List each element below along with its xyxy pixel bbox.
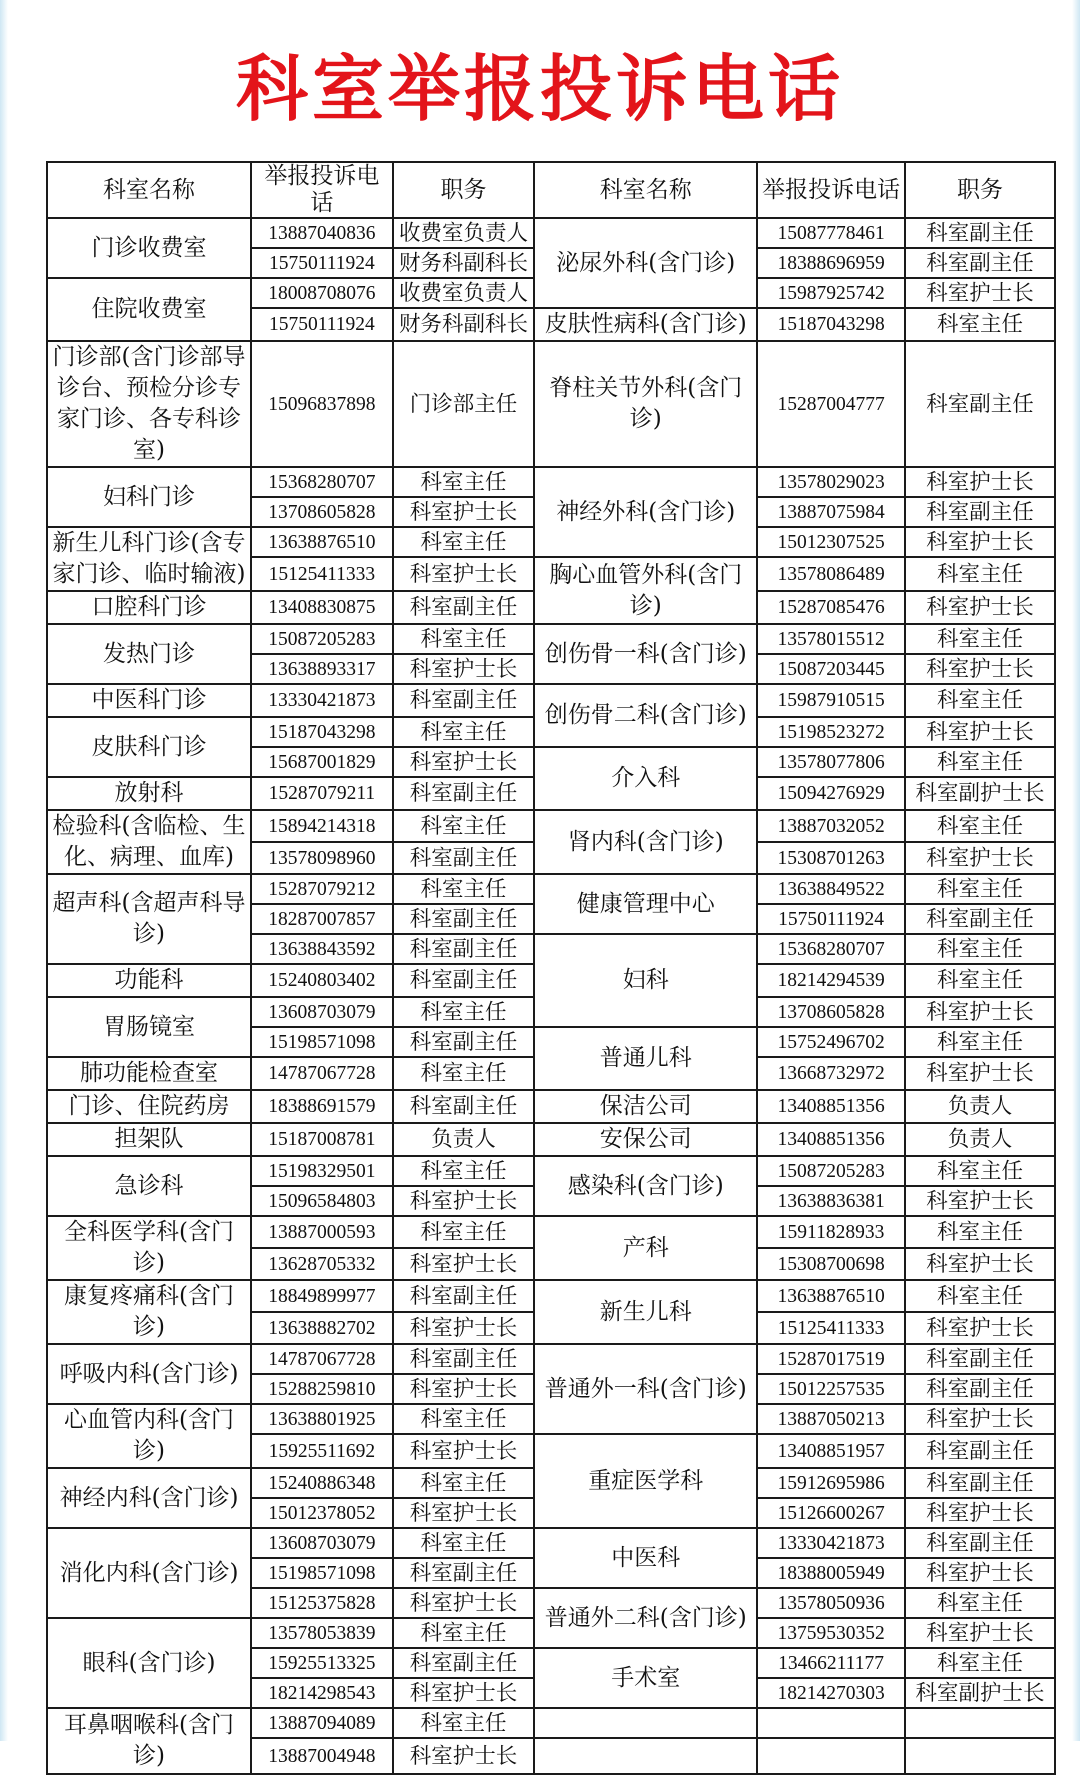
position-title: 科室护士长 [905,1618,1055,1648]
complaint-phone: 15687001829 [251,747,393,777]
position-title: 科室护士长 [905,278,1055,308]
department-name: 肾内科(含门诊) [534,810,757,874]
table-row [47,1708,1055,1738]
department-name: 住院收费室 [47,278,251,341]
position-title: 科室主任 [393,1404,535,1434]
department-name: 中医科 [534,1528,757,1588]
position-title: 科室副主任 [905,904,1055,934]
position-title: 收费室负责人 [393,218,535,248]
column-header: 科室名称 [534,162,757,218]
complaint-phone: 15187008781 [251,1123,393,1156]
complaint-phone: 13638836381 [757,1186,905,1216]
department-name: 新生儿科 [534,1280,757,1344]
position-title: 科室副主任 [393,904,535,934]
complaint-phone: 13578029023 [757,467,905,497]
position-title: 科室副主任 [393,1280,535,1312]
complaint-phone: 15287079212 [251,874,393,904]
position-title: 科室护士长 [393,557,535,591]
department-name: 检验科(含临检、生化、病理、血库) [47,810,251,874]
position-title: 门诊部主任 [393,341,535,467]
complaint-phone: 13578077806 [757,747,905,777]
complaint-phone: 15125411333 [757,1312,905,1344]
complaint-phone: 15125411333 [251,557,393,591]
position-title: 负责人 [393,1123,535,1156]
complaint-phone: 13466211177 [757,1648,905,1678]
complaint-phone: 15911828933 [757,1216,905,1248]
left-border-decoration [0,0,8,1741]
department-name: 超声科(含超声科导诊) [47,874,251,964]
position-title: 科室主任 [393,1057,535,1090]
table-header-row [47,162,1055,218]
complaint-phone: 18849899977 [251,1280,393,1312]
complaint-phone: 13408830875 [251,591,393,624]
complaint-phone: 15750111924 [251,308,393,341]
position-title: 科室副主任 [905,497,1055,527]
department-name: 皮肤科门诊 [47,717,251,777]
complaint-phone: 13887032052 [757,810,905,842]
department-name: 安保公司 [534,1123,757,1156]
position-title: 科室护士长 [393,1374,535,1404]
empty-cell [534,1708,757,1738]
position-title: 科室副主任 [905,341,1055,467]
table-row [47,684,1055,717]
complaint-phone: 18008708076 [251,278,393,308]
department-name: 心血管内科(含门诊) [47,1404,251,1468]
complaint-phone: 18388696959 [757,248,905,278]
department-name: 中医科门诊 [47,684,251,717]
position-title: 科室护士长 [393,1738,535,1774]
complaint-phone: 13578098960 [251,842,393,874]
table-row [47,341,1055,467]
complaint-phone: 18388005949 [757,1558,905,1588]
complaint-phone: 15198523272 [757,717,905,747]
department-name: 肺功能检查室 [47,1057,251,1090]
position-title: 科室主任 [905,1588,1055,1618]
position-title: 科室副主任 [393,964,535,997]
complaint-phone: 13668732972 [757,1057,905,1090]
complaint-phone: 15750111924 [757,904,905,934]
position-title: 科室主任 [393,624,535,654]
page-title: 科室举报投诉电话 [235,46,844,131]
position-title: 科室护士长 [905,1186,1055,1216]
department-name: 眼科(含门诊) [47,1618,251,1708]
table-row [47,1090,1055,1123]
position-title: 科室主任 [393,997,535,1027]
complaint-phone: 15894214318 [251,810,393,842]
complaint-phone: 13887094089 [251,1708,393,1738]
department-name: 产科 [534,1216,757,1280]
department-name: 皮肤性病科(含门诊) [534,308,757,341]
table-row [47,1528,1055,1558]
position-title: 科室护士长 [905,717,1055,747]
position-title: 科室主任 [905,624,1055,654]
position-title: 科室护士长 [393,1312,535,1344]
complaint-phone: 15912695986 [757,1468,905,1498]
position-title: 科室副护士长 [905,777,1055,810]
complaint-phone: 15187043298 [251,717,393,747]
complaint-phone: 13708605828 [251,497,393,527]
complaint-phone: 15240886348 [251,1468,393,1498]
position-title: 科室副护士长 [905,1678,1055,1708]
table-row [47,467,1055,497]
complaint-phone: 15087205283 [757,1156,905,1186]
position-title: 财务科副科长 [393,308,535,341]
position-title: 负责人 [905,1123,1055,1156]
complaint-phone: 13887000593 [251,1216,393,1248]
complaint-phone: 13628705332 [251,1248,393,1280]
table-row [47,624,1055,654]
department-name: 功能科 [47,964,251,997]
complaint-phone: 13408851356 [757,1123,905,1156]
department-name: 介入科 [534,747,757,810]
complaint-phone: 13759530352 [757,1618,905,1648]
table-row [47,1344,1055,1374]
position-title: 科室副主任 [905,1434,1055,1468]
department-name: 放射科 [47,777,251,810]
complaint-phone: 14787067728 [251,1057,393,1090]
position-title: 科室副主任 [393,842,535,874]
complaint-phone: 15198571098 [251,1027,393,1057]
position-title: 科室副主任 [905,1468,1055,1498]
department-name: 消化内科(含门诊) [47,1528,251,1618]
department-name: 手术室 [534,1648,757,1708]
position-title: 科室护士长 [905,1248,1055,1280]
position-title: 科室主任 [393,527,535,557]
complaint-phone: 13608703079 [251,1528,393,1558]
position-title: 科室护士长 [393,1588,535,1618]
position-title: 科室主任 [905,874,1055,904]
department-name: 发热门诊 [47,624,251,684]
position-title: 科室护士长 [393,747,535,777]
position-title: 科室主任 [905,557,1055,591]
position-title: 科室主任 [393,1156,535,1186]
complaint-phone: 13708605828 [757,997,905,1027]
complaint-phone-table [46,161,1056,1775]
position-title: 收费室负责人 [393,278,535,308]
position-title: 科室副主任 [905,1374,1055,1404]
position-title: 负责人 [905,1090,1055,1123]
empty-cell [905,1738,1055,1774]
complaint-phone: 15368280707 [251,467,393,497]
position-title: 科室主任 [905,1648,1055,1678]
complaint-phone: 15012307525 [757,527,905,557]
position-title: 科室主任 [905,308,1055,341]
complaint-phone: 13887004948 [251,1738,393,1774]
position-title: 科室副主任 [905,1344,1055,1374]
position-title: 科室主任 [393,1618,535,1648]
position-title: 科室主任 [905,964,1055,997]
position-title: 科室副主任 [393,1558,535,1588]
complaint-phone: 13638876510 [757,1280,905,1312]
department-name: 口腔科门诊 [47,591,251,624]
position-title: 科室主任 [393,1468,535,1498]
position-title: 科室副主任 [905,248,1055,278]
position-title: 科室副主任 [393,684,535,717]
position-title: 科室副主任 [393,1344,535,1374]
complaint-phone: 13578053839 [251,1618,393,1648]
department-name: 神经内科(含门诊) [47,1468,251,1528]
position-title: 科室护士长 [393,1678,535,1708]
position-title: 科室主任 [905,1216,1055,1248]
column-header: 举报投诉电话 [251,162,393,218]
department-name: 创伤骨一科(含门诊) [534,624,757,684]
position-title: 科室护士长 [905,1498,1055,1528]
complaint-phone: 13887050213 [757,1404,905,1434]
column-header: 职务 [905,162,1055,218]
complaint-phone: 18214294539 [757,964,905,997]
column-header: 科室名称 [47,162,251,218]
position-title: 科室护士长 [393,1186,535,1216]
right-border-decoration [1072,0,1080,1741]
position-title: 科室主任 [393,810,535,842]
complaint-phone: 13638801925 [251,1404,393,1434]
department-name: 健康管理中心 [534,874,757,934]
position-title: 科室护士长 [393,1248,535,1280]
table-row [47,810,1055,842]
department-name: 普通儿科 [534,1027,757,1090]
position-title: 科室主任 [393,1528,535,1558]
position-title: 科室主任 [393,1216,535,1248]
position-title: 科室主任 [905,1027,1055,1057]
position-title: 科室护士长 [393,1434,535,1468]
complaint-phone: 15187043298 [757,308,905,341]
complaint-phone: 13408851356 [757,1090,905,1123]
department-name: 妇科门诊 [47,467,251,527]
department-name: 呼吸内科(含门诊) [47,1344,251,1404]
table-row [47,218,1055,248]
position-title: 科室护士长 [905,527,1055,557]
department-name: 感染科(含门诊) [534,1156,757,1216]
department-name: 保洁公司 [534,1090,757,1123]
complaint-phone: 15287017519 [757,1344,905,1374]
complaint-phone: 15096584803 [251,1186,393,1216]
empty-cell [905,1708,1055,1738]
position-title: 科室护士长 [905,997,1055,1027]
position-title: 科室护士长 [905,654,1055,684]
department-name: 全科医学科(含门诊) [47,1216,251,1280]
complaint-phone: 13330421873 [757,1528,905,1558]
position-title: 科室护士长 [393,497,535,527]
position-title: 科室主任 [905,747,1055,777]
complaint-phone: 15012257535 [757,1374,905,1404]
complaint-phone: 15987910515 [757,684,905,717]
position-title: 科室主任 [905,810,1055,842]
complaint-phone: 13408851957 [757,1434,905,1468]
position-title: 科室副主任 [905,218,1055,248]
complaint-phone: 13330421873 [251,684,393,717]
complaint-phone: 15094276929 [757,777,905,810]
position-title: 科室护士长 [905,1057,1055,1090]
department-name: 泌尿外科(含门诊) [534,218,757,308]
complaint-phone: 15287004777 [757,341,905,467]
table-row [47,1156,1055,1186]
table-row [47,1123,1055,1156]
department-name: 康复疼痛科(含门诊) [47,1280,251,1344]
department-name: 妇科 [534,934,757,1027]
position-title: 科室主任 [905,934,1055,964]
empty-cell [757,1738,905,1774]
position-title: 科室主任 [905,1156,1055,1186]
position-title: 科室护士长 [393,654,535,684]
complaint-phone: 18214298543 [251,1678,393,1708]
department-name: 耳鼻咽喉科(含门诊) [47,1708,251,1774]
complaint-phone: 14787067728 [251,1344,393,1374]
position-title: 科室副主任 [393,591,535,624]
position-title: 科室主任 [393,1708,535,1738]
position-title: 科室护士长 [905,467,1055,497]
complaint-phone: 15012378052 [251,1498,393,1528]
complaint-phone: 15087778461 [757,218,905,248]
department-name: 神经外科(含门诊) [534,467,757,557]
complaint-phone: 15096837898 [251,341,393,467]
position-title: 科室主任 [905,1280,1055,1312]
complaint-phone: 15987925742 [757,278,905,308]
complaint-phone: 18214270303 [757,1678,905,1708]
position-title: 科室副主任 [905,1528,1055,1558]
position-title: 科室副主任 [393,1648,535,1678]
complaint-phone: 15308700698 [757,1248,905,1280]
empty-cell [757,1708,905,1738]
complaint-phone: 13638893317 [251,654,393,684]
position-title: 科室副主任 [393,1090,535,1123]
complaint-phone: 15368280707 [757,934,905,964]
department-name: 重症医学科 [534,1434,757,1528]
department-name: 普通外一科(含门诊) [534,1344,757,1434]
empty-cell [534,1738,757,1774]
position-title: 科室护士长 [393,1498,535,1528]
position-title: 科室主任 [393,467,535,497]
complaint-phone: 13638882702 [251,1312,393,1344]
complaint-phone: 13578015512 [757,624,905,654]
position-title: 科室副主任 [393,1027,535,1057]
complaint-phone: 13608703079 [251,997,393,1027]
complaint-phone: 15308701263 [757,842,905,874]
complaint-phone: 15087205283 [251,624,393,654]
department-name: 脊柱关节外科(含门诊) [534,341,757,467]
complaint-phone: 13638843592 [251,934,393,964]
department-name: 门诊收费室 [47,218,251,278]
complaint-phone: 15198571098 [251,1558,393,1588]
department-name: 门诊部(含门诊部导诊台、预检分诊专家门诊、各专科诊室) [47,341,251,467]
position-title: 科室护士长 [905,842,1055,874]
complaint-phone: 13578050936 [757,1588,905,1618]
column-header: 职务 [393,162,535,218]
complaint-phone: 15752496702 [757,1027,905,1057]
complaint-phone: 13887075984 [757,497,905,527]
table-row [47,1216,1055,1248]
complaint-phone: 13578086489 [757,557,905,591]
position-title: 科室副主任 [393,777,535,810]
complaint-phone: 15087203445 [757,654,905,684]
column-header: 举报投诉电话 [757,162,905,218]
department-name: 普通外二科(含门诊) [534,1588,757,1648]
complaint-phone: 15287085476 [757,591,905,624]
position-title: 科室副主任 [393,934,535,964]
complaint-phone: 15925511692 [251,1434,393,1468]
complaint-phone: 15198329501 [251,1156,393,1186]
complaint-phone: 15925513325 [251,1648,393,1678]
complaint-phone: 13887040836 [251,218,393,248]
position-title: 科室护士长 [905,1558,1055,1588]
department-name: 创伤骨二科(含门诊) [534,684,757,747]
department-name: 新生儿科门诊(含专家门诊、临时输液) [47,527,251,591]
position-title: 科室主任 [905,684,1055,717]
table-row [47,874,1055,904]
table-row [47,1280,1055,1312]
department-name: 胃肠镜室 [47,997,251,1057]
department-name: 急诊科 [47,1156,251,1216]
complaint-phone: 13638849522 [757,874,905,904]
complaint-phone: 15750111924 [251,248,393,278]
complaint-phone: 15126600267 [757,1498,905,1528]
complaint-phone: 15240803402 [251,964,393,997]
department-name: 担架队 [47,1123,251,1156]
complaint-phone: 15287079211 [251,777,393,810]
position-title: 科室主任 [393,717,535,747]
department-name: 胸心血管外科(含门诊) [534,557,757,624]
position-title: 财务科副科长 [393,248,535,278]
complaint-phone: 18287007857 [251,904,393,934]
complaint-phone: 18388691579 [251,1090,393,1123]
position-title: 科室护士长 [905,591,1055,624]
position-title: 科室护士长 [905,1312,1055,1344]
department-name: 门诊、住院药房 [47,1090,251,1123]
position-title: 科室主任 [393,874,535,904]
complaint-phone: 13638876510 [251,527,393,557]
complaint-phone: 15125375828 [251,1588,393,1618]
position-title: 科室护士长 [905,1404,1055,1434]
complaint-phone: 15288259810 [251,1374,393,1404]
